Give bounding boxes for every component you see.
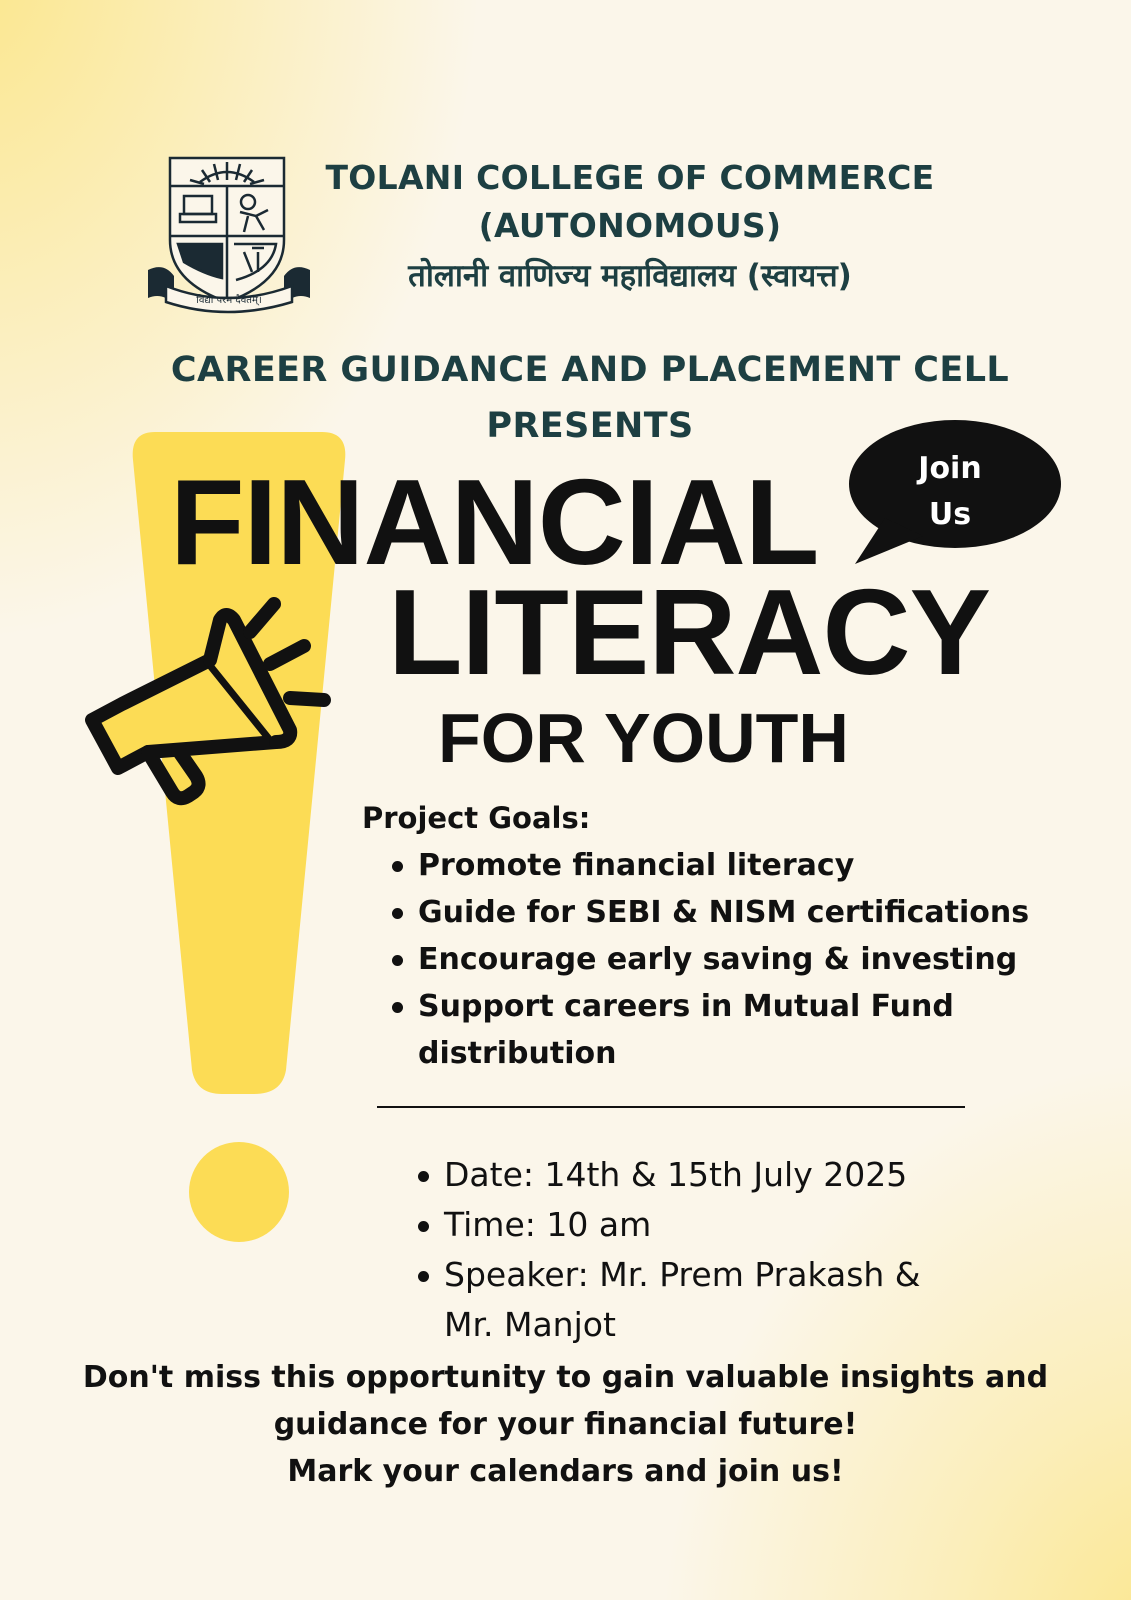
title-for-youth: FOR YOUTH (438, 699, 849, 777)
event-date: Date: 14th & 15th July 2025 (414, 1150, 1014, 1200)
goal-item: Guide for SEBI & NISM certifications (388, 889, 1068, 936)
college-name-hindi: तोलानी वाणिज्य महाविद्यालय (स्वायत्त) (408, 258, 852, 294)
college-name-line2: (AUTONOMOUS) (478, 206, 782, 245)
closing-line1: Don't miss this opportunity to gain valuable insights and (82, 1360, 1049, 1395)
bubble-line2: Us (928, 497, 972, 532)
closing-line2: guidance for your financial future! (273, 1407, 858, 1442)
college-name (300, 154, 960, 250)
goals-heading: Project Goals: (362, 801, 591, 835)
event-details-list (414, 1150, 1014, 1350)
logo-motto: विद्या परम दैवतम्। (196, 295, 262, 306)
join-us-bubble-text (880, 446, 1020, 538)
divider (377, 1106, 965, 1108)
megaphone-icon (78, 592, 338, 822)
exclamation-dot (189, 1142, 289, 1242)
presenter-line2: PRESENTS (486, 406, 694, 446)
college-name-line1: TOLANI COLLEGE OF COMMERCE (325, 158, 935, 197)
closing-message (20, 1354, 1111, 1495)
title-financial: FINANCIAL (170, 454, 819, 590)
event-speaker: Speaker: Mr. Prem Prakash & Mr. Manjot (414, 1250, 944, 1350)
title-literacy: LITERACY (388, 564, 990, 700)
closing-line3: Mark your calendars and join us! (287, 1454, 844, 1489)
event-time: Time: 10 am (414, 1200, 1014, 1250)
presenter-line1: CAREER GUIDANCE AND PLACEMENT CELL (170, 350, 1010, 390)
goal-item: Support careers in Mutual Fund distribution (388, 983, 978, 1077)
goals-list (388, 842, 1068, 1077)
bubble-line1: Join (918, 451, 982, 486)
goal-item: Promote financial literacy (388, 842, 1068, 889)
goal-item: Encourage early saving & investing (388, 936, 1068, 983)
